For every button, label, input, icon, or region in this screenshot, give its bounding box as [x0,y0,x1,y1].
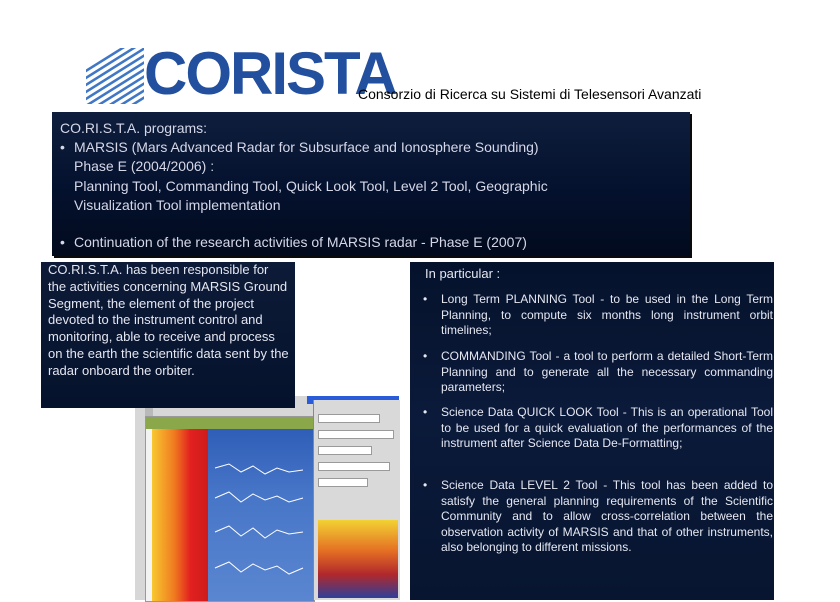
logo-wordmark: CORISTA [144,40,396,107]
programs-panel [52,112,690,256]
responsibility-panel: CO.RI.S.T.A. has been responsible for the activities concerning MARSIS Ground Segment, the element of the project devoted to the instrument control and monitoring, able to receive and process on the earth the scientific data sent by the radar onboard the orbiter. [41,262,295,408]
software-screenshot [135,396,399,600]
tool-item-text: COMMANDING Tool - a tool to perform a detailed Short-Term Planning and to generate all the necessary commanding parameters; [441,349,773,394]
tools-intro: In particular : [425,266,501,281]
bullet-icon: • [423,292,428,306]
bullet-icon: • [60,139,65,155]
logo-mark-icon [86,48,144,104]
programs-line-2: Phase E (2004/2006) : [74,158,215,174]
tool-item-text: Long Term PLANNING Tool - to be used in the Long Term Planning, to compute six months long instrument orbit timelines; [441,292,773,337]
programs-line-3: Planning Tool, Commanding Tool, Quick Look Tool, Level 2 Tool, Geographic [74,178,548,194]
bullet-icon: • [423,349,428,363]
programs-line-5: Continuation of the research activities of MARSIS radar - Phase E (2007) [74,234,527,250]
parameters-dialog [313,400,400,600]
signal-curves [145,428,313,600]
programs-line-1: MARSIS (Mars Advanced Radar for Subsurface and Ionosphere Sounding) [74,139,539,155]
tool-item-text: Science Data LEVEL 2 Tool - This tool has been added to satisfy the general planning requirements of the Scientific Community and to allow cross-correlation between the observation activity of MARSIS and that of other instruments, also belonging to different missions. [441,478,773,554]
bullet-icon: • [60,234,65,250]
programs-title: CO.RI.S.T.A. programs: [60,120,208,136]
mars-map-thumbnail [318,520,398,598]
bullet-icon: • [423,405,428,419]
programs-line-4: Visualization Tool implementation [74,197,281,213]
bullet-icon: • [423,478,428,492]
corista-logo [86,40,396,107]
tool-item-text: Science Data QUICK LOOK Tool - This is an operational Tool to be used for a quick evaluation of the performances of the instrument after Science Data De-Formatting; [441,405,773,450]
tools-panel [410,262,774,600]
tagline: Consorzio di Ricerca su Sistemi di Telesensori Avanzati [358,86,702,102]
